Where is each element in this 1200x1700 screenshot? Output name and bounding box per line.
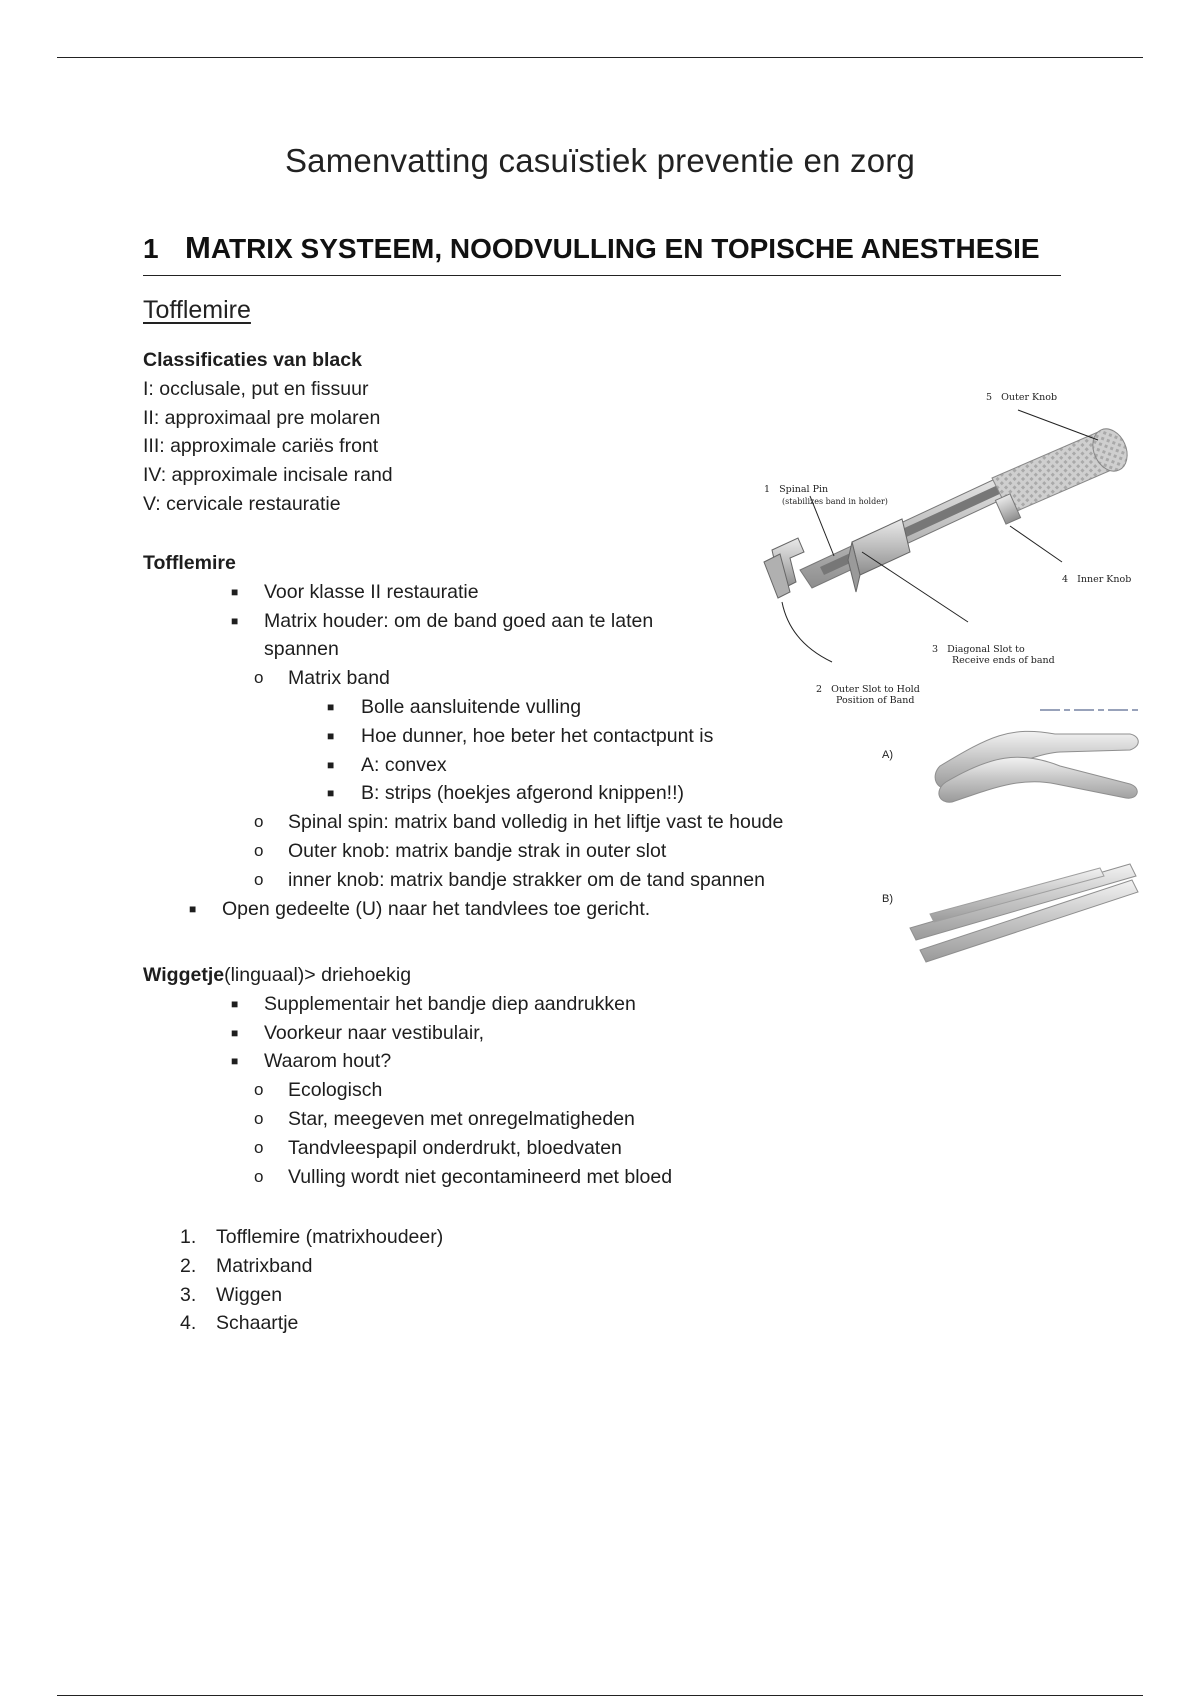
list-item: o Matrix band [143,664,843,693]
bullet-square: ■ [231,584,239,599]
label-spinal-pin: 1 Spinal Pin [764,484,829,495]
bullet-square: ■ [327,699,335,714]
bullet-square: ■ [231,613,239,628]
subsection-heading: Tofflemire [143,296,251,324]
list-item: II: approximaal pre molaren [143,406,381,429]
label-inner-knob: 4 Inner Knob [1062,574,1132,585]
bullet-square: ■ [327,786,335,801]
list-item: o Ecologisch [143,1076,843,1105]
header-rule [57,57,1143,58]
list-item: ■ Voor klasse II restauratie [143,578,843,607]
list-item: o inner knob: matrix bandje strakker om de tand spannen [143,866,843,895]
wiggetje-heading: Wiggetje(linguaal)> driehoekig [143,964,412,986]
list-item: ■ Waarom hout? [143,1047,843,1076]
tofflemire-heading: Tofflemire [143,552,236,574]
section-title: ATRIX SYSTEEM, NOODVULLING EN TOPISCHE ANESTHESIE [210,233,1040,264]
list-item: 1. Tofflemire (matrixhoudeer) [180,1226,444,1248]
list-item: o Tandvleespapil onderdrukt, bloedvaten [143,1134,843,1163]
section-title-initial: M [185,230,211,265]
label-diagonal-slot: 3 Diagonal Slot to [932,644,1025,655]
list-item: ■ Voorkeur naar vestibulair, [143,1019,843,1048]
bullet-square: ■ [231,1025,239,1040]
bullet-circle: o [254,840,264,860]
wiggetje-block [143,961,843,1191]
list-item: ■ A: convex [143,751,843,780]
section-heading [143,230,1061,276]
list-item: ■ Matrix houder: om de band goed aan te laten [143,607,843,636]
footer-rule [57,1695,1143,1696]
bullet-square: ■ [189,901,197,916]
bullet-circle: o [254,1166,264,1186]
list-item: o Outer knob: matrix bandje strak in outer slot [143,837,843,866]
document-title: Samenvatting casuïstiek preventie en zorg [284,142,916,179]
list-item: 3. Wiggen [180,1283,283,1306]
classifications-heading: Classificaties van black [143,349,362,371]
matrix-band-photo [880,706,1145,976]
bullet-circle: o [254,1108,264,1128]
list-item: I: occlusale, put en fissuur [143,377,369,400]
list-item: V: cervicale restauratie [143,492,341,515]
steps-list [143,1223,443,1338]
bullet-circle: o [254,1080,264,1100]
tofflemire-block [143,549,843,923]
label-a: A) [882,749,893,761]
matrix-band-illustration [880,706,1145,976]
list-item-continuation: spannen [264,638,339,661]
list-item: III: approximale cariës front [143,435,379,458]
label-spinal-pin-note: (stabilizes band in holder) [782,497,888,506]
list-item: 4. Schaartje [180,1312,299,1335]
bullet-circle: o [254,812,264,832]
tofflemire-diagram [760,392,1145,712]
list-item: o Spinal spin: matrix band volledig in het liftje vast te houde [143,808,843,837]
label-diagonal-slot-note: Receive ends of band [952,655,1055,666]
bullet-circle: o [254,1137,264,1157]
list-item: o Vulling wordt niet gecontamineerd met bloed [143,1163,843,1192]
bullet-square: ■ [327,757,335,772]
list-item: IV: approximale incisale rand [143,464,393,487]
bullet-square: ■ [231,996,239,1011]
list-item: 2. Matrixband [180,1254,313,1277]
label-b: B) [882,893,893,905]
list-item: o Star, meegeven met onregelmatigheden [143,1105,843,1134]
section-number: 1 [143,233,159,264]
bullet-circle: o [254,668,264,688]
label-outer-slot: 2 Outer Slot to Hold [816,684,920,695]
classifications-block [143,346,393,519]
list-item: ■ Hoe dunner, hoe beter het contactpunt is [143,722,843,751]
list-item: ■ Bolle aansluitende vulling [143,693,843,722]
list-item: ■ Open gedeelte (U) naar het tandvlees toe gericht. [143,895,843,924]
bullet-square: ■ [231,1054,239,1069]
bullet-square: ■ [327,728,335,743]
list-item: ■ B: strips (hoekjes afgerond knippen!!) [143,779,843,808]
bullet-circle: o [254,869,264,889]
label-outer-knob: 5 Outer Knob [986,392,1058,403]
list-item: ■ Supplementair het bandje diep aandrukken [143,990,843,1019]
label-outer-slot-note: Position of Band [836,695,915,706]
